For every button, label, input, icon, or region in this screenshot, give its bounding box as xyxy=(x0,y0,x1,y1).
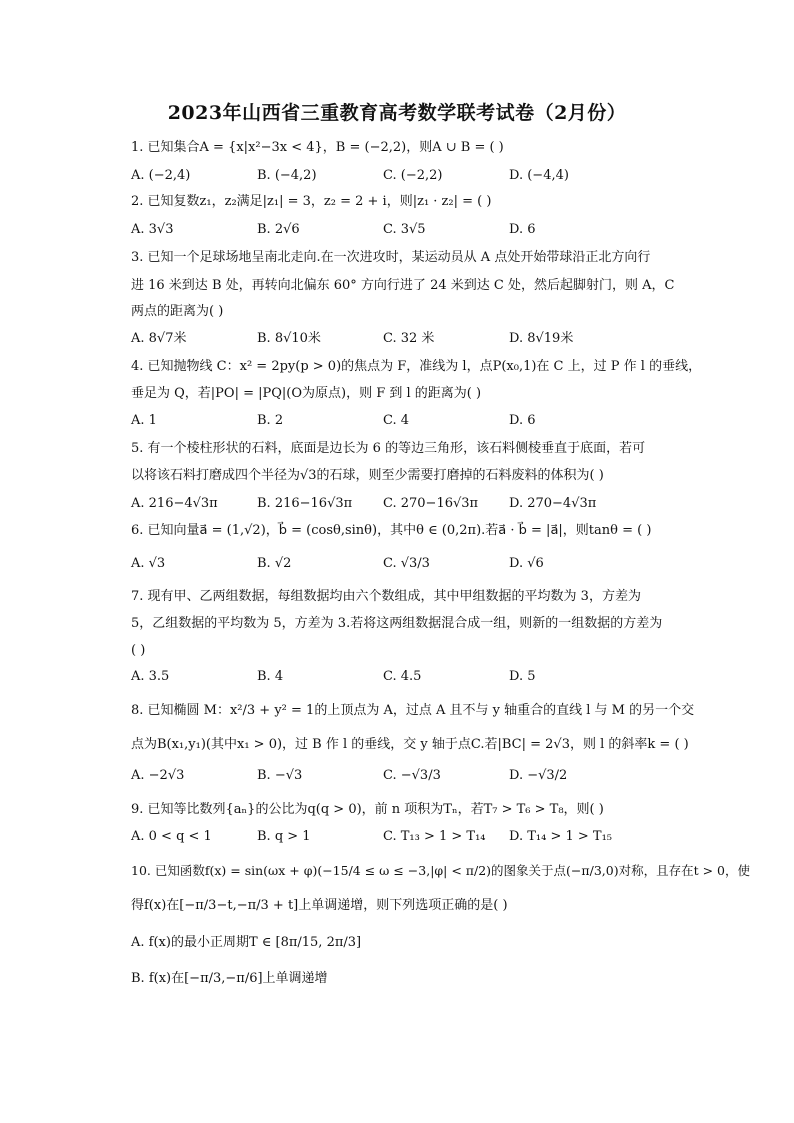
question-9-option-a: A. 0 < q < 1 xyxy=(131,829,212,844)
question-9-option-c: C. T₁₃ > 1 > T₁₄ xyxy=(383,829,486,844)
question-2-text: 2. 已知复数z₁，z₂满足|z₁| = 3，z₂ = 2 + i，则|z₁ · z₂| = ( ) xyxy=(131,194,492,209)
question-10-line-1: 10. 已知函数f(x) = sin(ωx + φ)(−15/4 ≤ ω ≤ −3,|φ| < π/2)的图象关于点(−π/3,0)对称，且存在t > 0，使 xyxy=(131,863,750,878)
question-2-option-a: A. 3√3 xyxy=(131,222,174,237)
question-8-option-b: B. −√3 xyxy=(257,768,303,783)
question-5-line-1: 5. 有一个棱柱形状的石料，底面是边长为 6 的等边三角形，该石料侧棱垂直于底面，若可 xyxy=(131,441,646,456)
page-title: 2023年山西省三重教育高考数学联考试卷（2月份） xyxy=(167,102,627,124)
question-5-line-2: 以将该石料打磨成四个半径为√3的石球，则至少需要打磨掉的石料废料的体积为( ) xyxy=(131,468,604,483)
question-9-option-d: D. T₁₄ > 1 > T₁₅ xyxy=(509,829,612,844)
question-3-line-2: 进 16 米到达 B 处，再转向北偏东 60° 方向行进了 24 米到达 C 处，然后起脚射门，则 A，C xyxy=(131,278,675,293)
question-10-option-b: B. f(x)在[−π/3,−π/6]上单调递增 xyxy=(131,971,328,986)
question-2-option-d: D. 6 xyxy=(509,222,536,237)
question-1-option-a: A. (−2,4) xyxy=(131,168,191,183)
question-3-option-a: A. 8√7米 xyxy=(131,331,187,346)
question-7-line-3: ( ) xyxy=(131,643,146,658)
question-5-option-d: D. 270−4√3π xyxy=(509,496,597,511)
question-2-option-b: B. 2√6 xyxy=(257,222,300,237)
question-5-option-b: B. 216−16√3π xyxy=(257,496,353,511)
question-3-option-d: D. 8√19米 xyxy=(509,331,574,346)
question-3-option-b: B. 8√10米 xyxy=(257,331,321,346)
question-8-option-c: C. −√3/3 xyxy=(383,768,441,783)
question-3-line-1: 3. 已知一个足球场地呈南北走向.在一次进攻时，某运动员从 A 点处开始带球沿正北方向行 xyxy=(131,250,651,265)
question-1-option-d: D. (−4,4) xyxy=(509,168,569,183)
question-7-line-1: 7. 现有甲、乙两组数据，每组数据均由六个数组成，其中甲组数据的平均数为 3，方差为 xyxy=(131,589,641,604)
question-10-line-2: 得f(x)在[−π/3−t,−π/3 + t]上单调递增，则下列选项正确的是( ) xyxy=(131,898,508,913)
question-6-option-b: B. √2 xyxy=(257,556,292,571)
question-8-line-2: 点为B(x₁,y₁)(其中x₁ > 0)，过 B 作 l 的垂线，交 y 轴于点C.若|BC| = 2√3，则 l 的斜率k = ( ) xyxy=(131,737,689,752)
question-7-line-2: 5，乙组数据的平均数为 5，方差为 3.若将这两组数据混合成一组，则新的一组数据的方差为 xyxy=(131,616,663,631)
question-4-option-d: D. 6 xyxy=(509,413,536,428)
question-8-line-1: 8. 已知椭圆 M：x²/3 + y² = 1的上顶点为 A，过点 A 且不与 y 轴重合的直线 l 与 M 的另一个交 xyxy=(131,703,695,718)
question-7-option-d: D. 5 xyxy=(509,669,536,684)
question-6-option-c: C. √3/3 xyxy=(383,556,430,571)
question-10-option-a: A. f(x)的最小正周期T ∈ [8π/15, 2π/3] xyxy=(131,935,362,950)
question-5-option-a: A. 216−4√3π xyxy=(131,496,218,511)
question-4-line-2: 垂足为 Q，若|PO| = |PQ|(O为原点)，则 F 到 l 的距离为( ) xyxy=(131,386,482,401)
question-9-text: 9. 已知等比数列{aₙ}的公比为q(q > 0)，前 n 项积为Tₙ，若T₇ > T₆ > T₈，则( ) xyxy=(131,802,604,817)
question-7-option-a: A. 3.5 xyxy=(131,669,170,684)
question-8-option-d: D. −√3/2 xyxy=(509,768,568,783)
question-6-option-d: D. √6 xyxy=(509,556,544,571)
question-3-line-3: 两点的距离为( ) xyxy=(131,304,224,319)
question-1-option-c: C. (−2,2) xyxy=(383,168,443,183)
question-7-option-b: B. 4 xyxy=(257,669,284,684)
question-1-text: 1. 已知集合A = {x|x²−3x < 4}，B = (−2,2)，则A ∪ B = ( ) xyxy=(131,140,504,155)
question-4-option-c: C. 4 xyxy=(383,413,410,428)
question-1-option-b: B. (−4,2) xyxy=(257,168,317,183)
question-4-option-b: B. 2 xyxy=(257,413,284,428)
question-9-option-b: B. q > 1 xyxy=(257,829,311,844)
question-6-text: 6. 已知向量a⃗ = (1,√2)，b⃗ = (cosθ,sinθ)，其中θ ∈ (0,2π).若a⃗ · b⃗ = |a⃗|，则tanθ = ( ) xyxy=(131,523,652,538)
question-3-option-c: C. 32 米 xyxy=(383,331,435,346)
question-8-option-a: A. −2√3 xyxy=(131,768,185,783)
question-2-option-c: C. 3√5 xyxy=(383,222,426,237)
question-4-line-1: 4. 已知抛物线 C：x² = 2py(p > 0)的焦点为 F，准线为 l，点P(x₀,1)在 C 上，过 P 作 l 的垂线， xyxy=(131,359,702,374)
question-5-option-c: C. 270−16√3π xyxy=(383,496,479,511)
question-6-option-a: A. √3 xyxy=(131,556,166,571)
question-7-option-c: C. 4.5 xyxy=(383,669,422,684)
question-4-option-a: A. 1 xyxy=(131,413,157,428)
